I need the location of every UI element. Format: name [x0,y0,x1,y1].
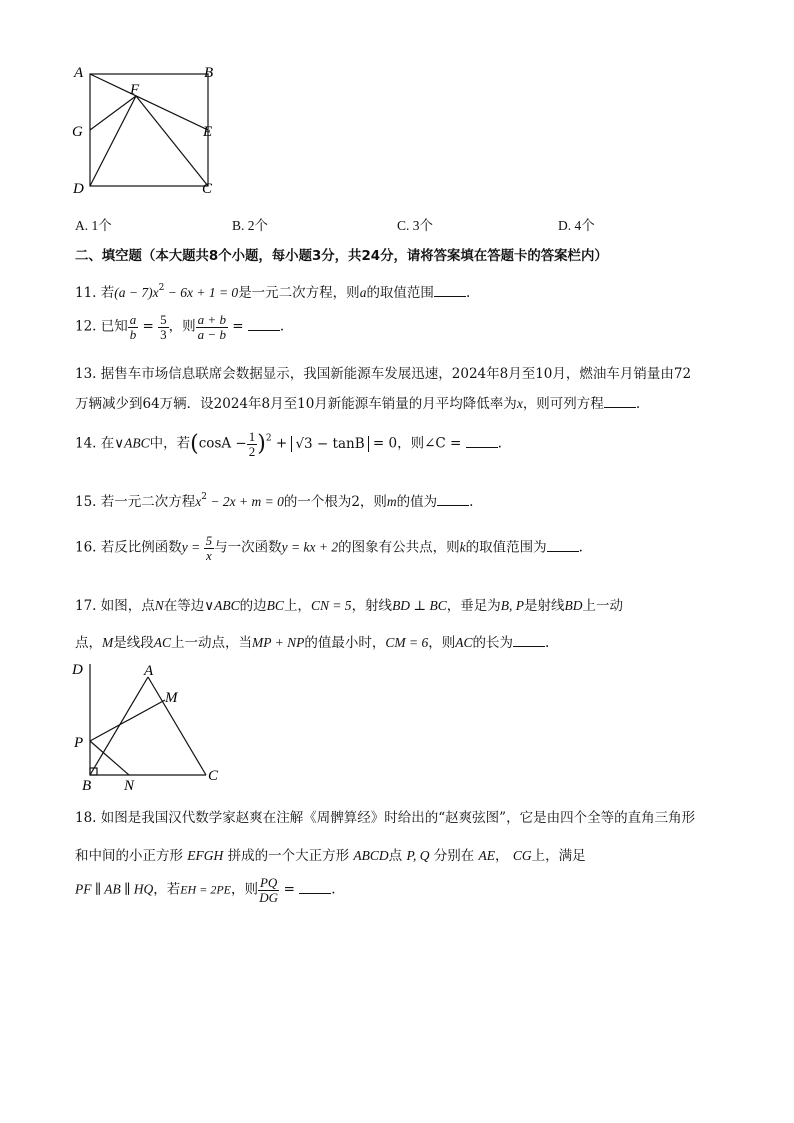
section-heading: 二、填空题（本大题共8个小题，每小题3分，共24分，请将答案填在答题卡的答案栏内） [75,249,608,264]
segment-ae [90,74,208,130]
option-a: A. 1个 [75,218,112,233]
label-p: P [74,735,84,751]
option-b: B. 2个 [232,218,269,233]
answer-blank [248,317,280,331]
question-18-line2: 和中间的小正方形 EFGH 拼成的一个大正方形 ABCD点 P, Q 分别在 AE， CG上，满足 [75,848,586,864]
segment-gf [90,96,136,130]
segment-pm [90,700,165,741]
question-17-line1: 17. 如图，点N在等边∨ABC的边BC上，CN = 5，射线BD ⊥ BC，垂足为B, P是射线BD上一动 [75,598,624,614]
label-f: F [130,82,140,98]
option-c: C. 3个 [397,218,434,233]
label-g: G [72,124,83,140]
label-b: B [204,65,214,81]
figure-square-abcd [70,62,230,202]
answer-blank [299,880,331,894]
question-17-line2: 点，M是线段AC上一动点，当MP + NP的值最小时，CM = 6，则AC的长为 . [75,635,550,651]
question-13-line1: 13. 据售车市场信息联席会数据显示，我国新能源车发展迅速，2024年8月至10月，燃油车月销量由72 [75,366,692,382]
square-outline [90,74,208,186]
answer-blank [604,394,636,408]
question-11: 11. 若$(a - 7)x^2 - 6x + 1 = 0$是一元二次方程，则a的取值范围 . [75,283,471,301]
label-d: D [72,662,83,678]
label-a: A [144,663,154,679]
label-m: M [165,690,178,706]
question-12: 12. 已知 $\frac{a}{b}$ = $\frac{5}{3}$ ，则 $\frac{a + b}{a - b}$ = . [75,312,285,342]
question-18-line3: PF ∥ AB ∥ HQ，若EH = 2PE，则 $\frac{PQ}{DG}$ = . [75,875,336,905]
segment-df [90,96,136,186]
question-15: 15. 若一元二次方程$x^2 - 2x + m = 0$的一个根为2，则m的值为 . [75,492,474,510]
label-n: N [124,778,135,794]
side-ab [90,677,148,775]
question-14: 14. 在∨ABC中，若(cosA − $\frac{1}{2}$ )$^2$ + √3 − tanB = 0，则∠C = . [75,429,502,459]
answer-blank [437,492,469,506]
figure-triangle-abc [68,658,228,798]
question-13-line2: 万辆减少到64万辆．设2024年8月至10月新能源车销量的月平均降低率为x，则可列方程 . [75,396,641,412]
question-18-line1: 18. 如图是我国汉代数学家赵爽在注解《周髀算经》时给出的“赵爽弦图”，它是由四个全等的直角三角形 [75,810,696,826]
label-d: D [73,181,84,197]
segment-pn [90,741,129,775]
answer-blank [513,633,545,647]
label-c: C [208,768,219,784]
label-a: A [74,65,84,81]
label-b: B [82,778,92,794]
segment-cf [136,96,208,186]
label-e: E [203,124,213,140]
option-d: D. 4个 [558,218,595,233]
label-c: C [202,181,213,197]
answer-blank [466,434,498,448]
answer-blank [547,538,579,552]
answer-blank [434,283,466,297]
question-16: 16. 若反比例函数y = $\frac{5}{x}$ 与一次函数y = kx + 2的图象有公共点，则k的取值范围为 . [75,533,583,563]
